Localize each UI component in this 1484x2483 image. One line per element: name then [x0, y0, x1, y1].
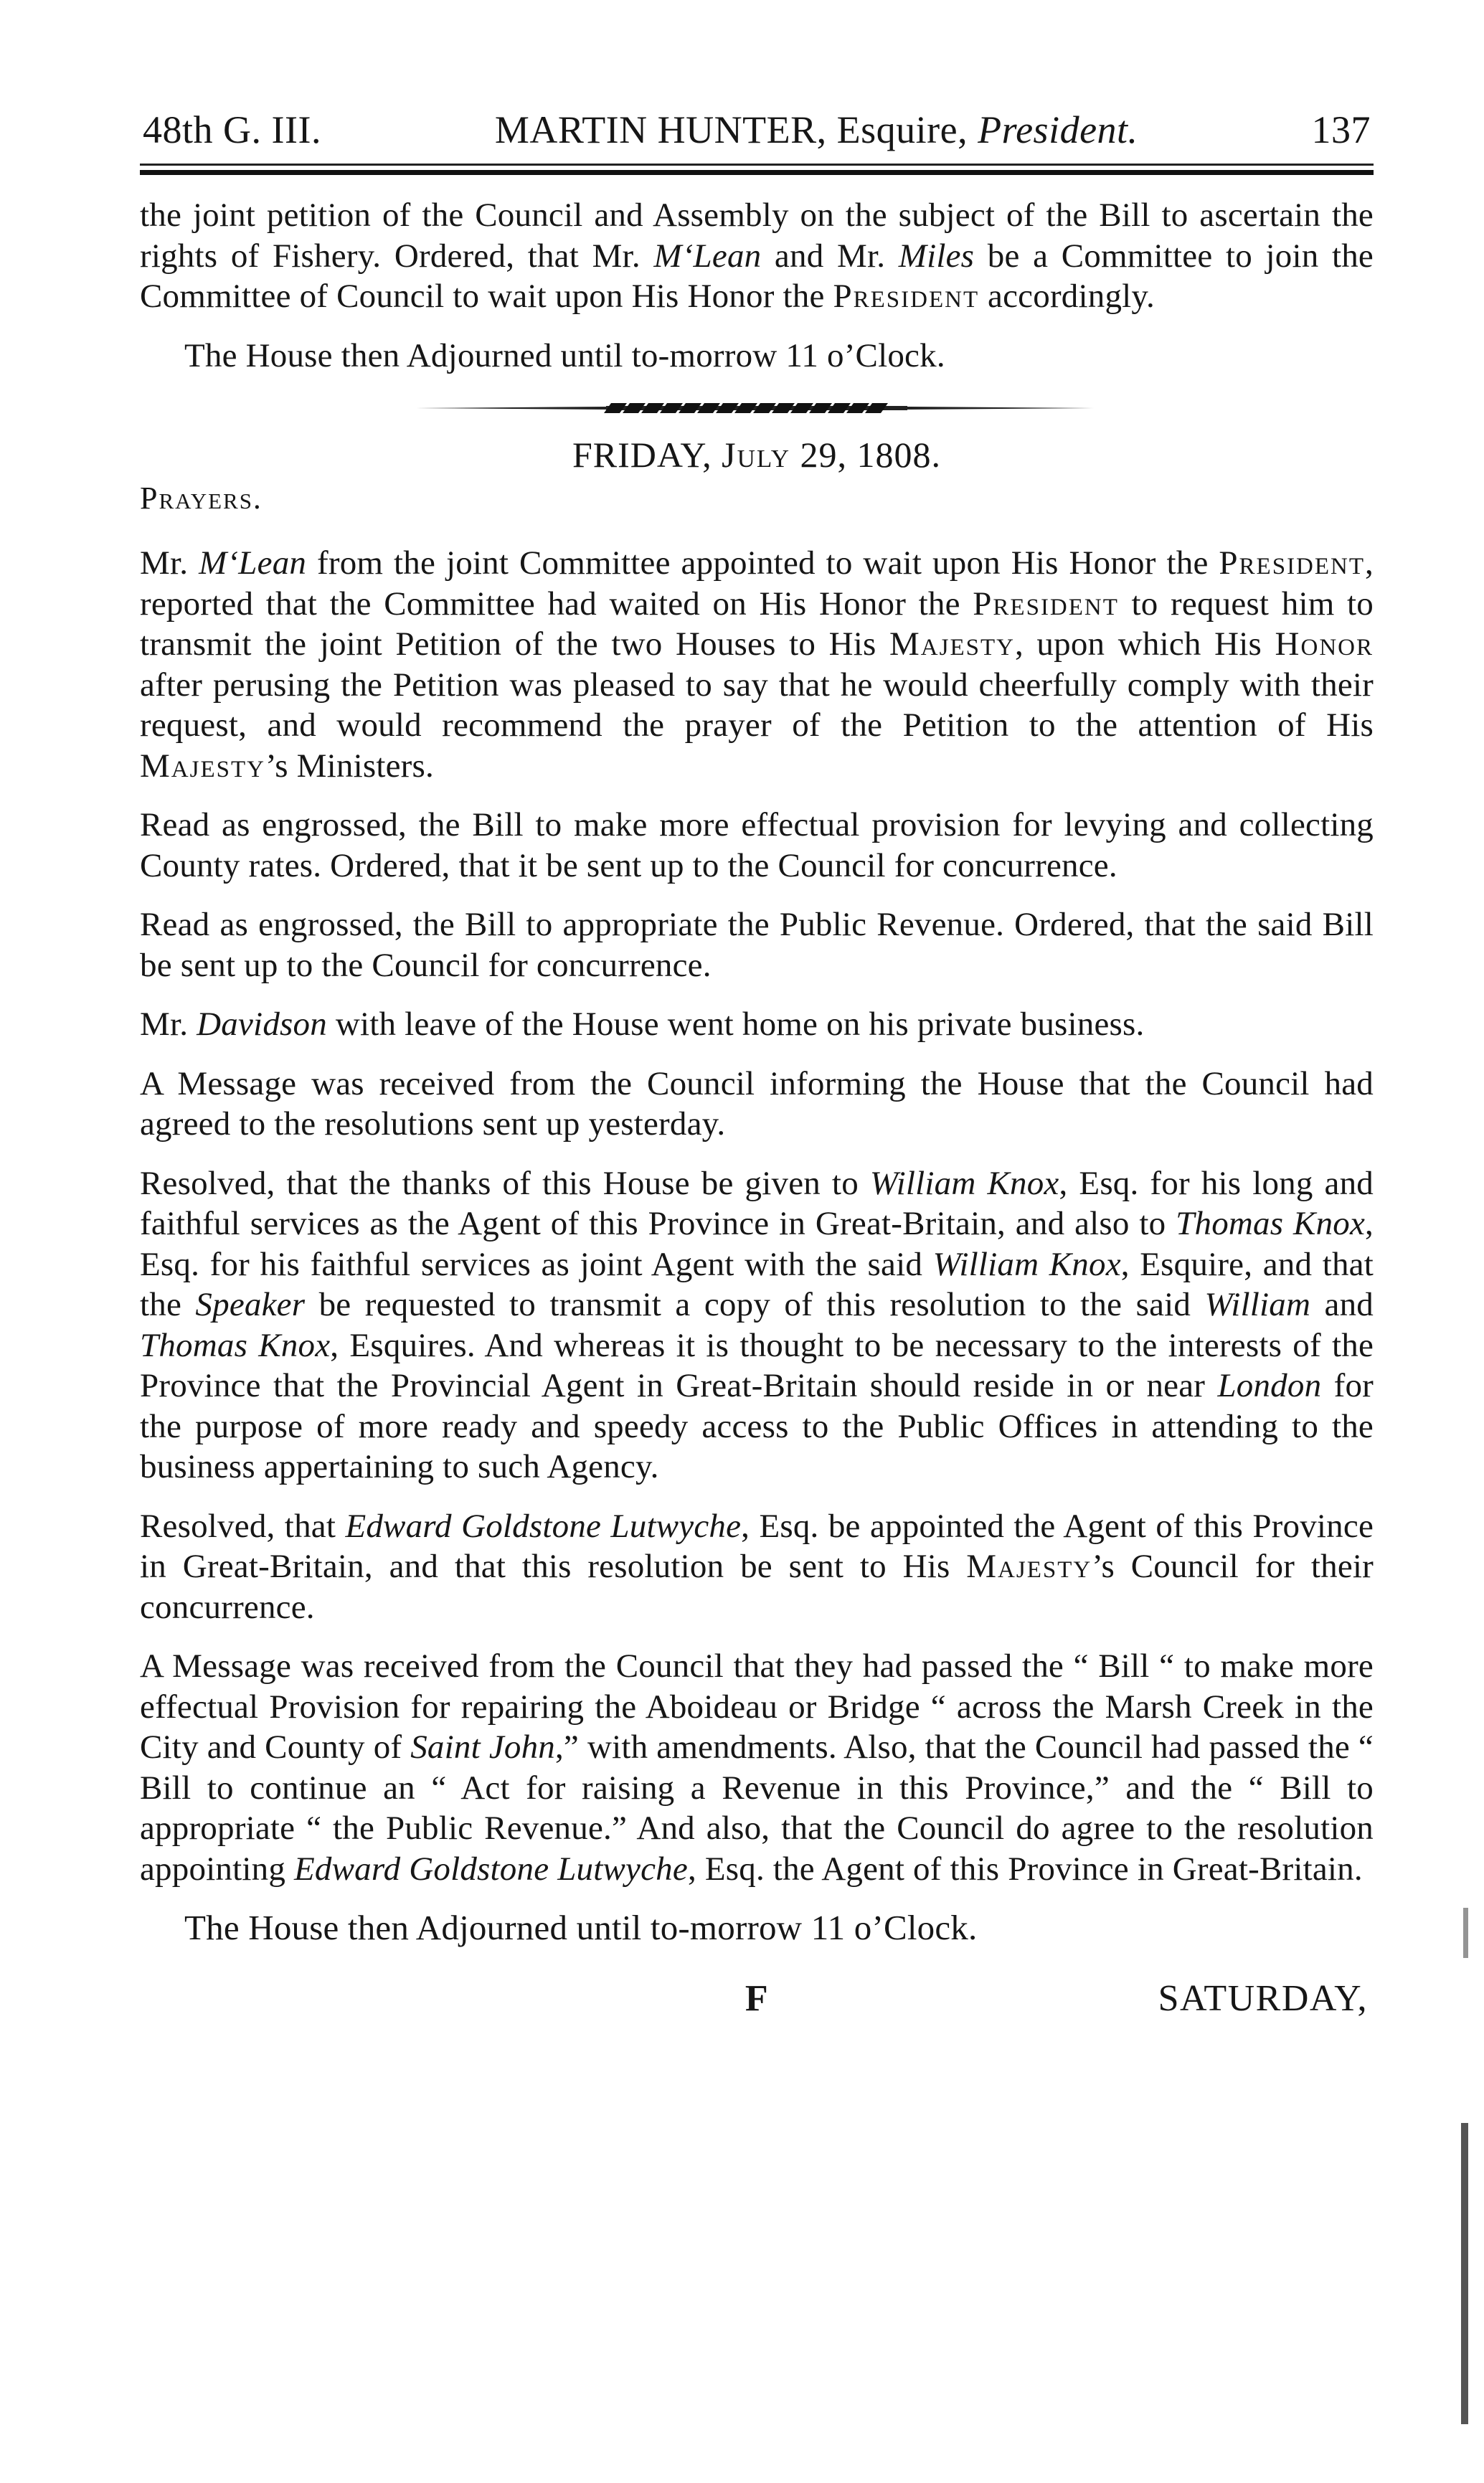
- paragraph-adjourned-1: The House then Adjourned until to-morrow 11 o’Clock.: [184, 336, 945, 374]
- prayers-label: Prayers.: [140, 480, 263, 516]
- scan-edge-shadow-upper: [1463, 1908, 1468, 1958]
- paragraph-lutwyche-resolution: Resolved, that Edward Goldstone Lutwyche, Esq. be appointed the Agent of this Province in Great-Britain, and that this resolution be sent to His Majesty’s Council for their concurrence.: [140, 1507, 1374, 1626]
- paragraph-council-message-1: A Message was received from the Council informing the House that the Council had agreed to the resolutions sent up yesterday.: [140, 1064, 1374, 1143]
- paragraph-fishery-petition: the joint petition of the Council and Assembly on the subject of the Bill to ascertain the rights of Fishery. Ordered, that Mr. M‘Lean and Mr. Miles be a Committee to join the Committee of Council to wait upon His Honor the President accordingly.: [140, 197, 1374, 315]
- date-heading: FRIDAY, July 29, 1808.: [572, 435, 941, 475]
- page-footer: [140, 1977, 1374, 2020]
- paragraph-county-rates-bill: Read as engrossed, the Bill to make more effectual provision for levying and collecting County rates. Ordered, that it be sent up to the Council for concurrence.: [140, 806, 1374, 884]
- paragraph-adjourned-2: The House then Adjourned until to-morrow 11 o’Clock.: [184, 1908, 978, 1947]
- page-number: 137: [1311, 108, 1371, 151]
- page: [140, 108, 1374, 2020]
- paragraph-council-message-2: A Message was received from the Council that they had passed the “ Bill “ to make more effectual Provision for repairing the Aboideau or Bridge “ across the Marsh Creek in the City and County of Saint John,” with amendments. Also, that the Council had passed the “ Bill to continue an “ Act for raising a Revenue in this Province,” and the “ Bill to appropriate “ the Public Revenue.” And also, that the Council do agree to the resolution appointing Edward Goldstone Lutwyche, Esq. the Agent of this Province in Great-Britain.: [140, 1647, 1374, 1888]
- running-header: [140, 108, 1374, 162]
- paragraph-revenue-bill: Read as engrossed, the Bill to appropriate the Public Revenue. Ordered, that the said Bill be sent up to the Council for concurrence.: [140, 906, 1374, 984]
- header-title: MARTIN HUNTER, Esquire, President.: [494, 108, 1138, 151]
- paragraph-committee-report: Mr. M‘Lean from the joint Committee appointed to wait upon His Honor the President, reported that the Committee had waited on His Honor the President to request him to transmit the joint Petition of the two Houses to His Majesty, upon which His Honor after perusing the Petition was pleased to say that he would cheerfully comply with their request, and would recommend the prayer of the Petition to the attention of His Majesty’s Ministers.: [140, 544, 1374, 785]
- header-rule-thin: [140, 164, 1374, 166]
- regnal-year: 48th G. III.: [143, 108, 321, 151]
- paragraph-knox-resolution: Resolved, that the thanks of this House be given to William Knox, Esq. for his long and faithful services as the Agent of this Province in Great-Britain, and also to Thomas Knox, Esq. for his faithful services as joint Agent with the said William Knox, Esquire, and that the Speaker be requested to transmit a copy of this resolution to the said William and Thomas Knox, Esquires. And whereas it is thought to be necessary to the interests of the Province that the Provincial Agent in Great-Britain should reside in or near London for the purpose of more ready and speedy access to the Public Offices in attending to the business appertaining to such Agency.: [140, 1164, 1374, 1485]
- signature-mark: F: [745, 1977, 768, 2019]
- ornamental-divider: [140, 400, 1374, 416]
- catchword: SATURDAY,: [1158, 1977, 1368, 2019]
- paragraph-davidson-leave: Mr. Davidson with leave of the House went home on his private business.: [140, 1006, 1145, 1043]
- body-text: [140, 195, 1374, 1949]
- header-rule-thick: [140, 170, 1374, 175]
- ornament-icon: [416, 400, 1097, 416]
- scan-edge-shadow: [1461, 2123, 1468, 2424]
